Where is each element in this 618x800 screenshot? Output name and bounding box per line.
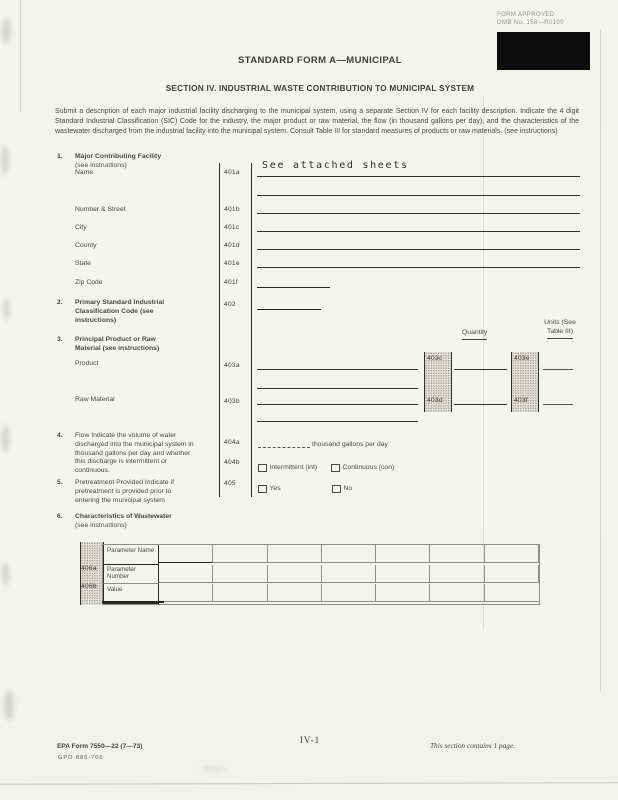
continuous-label: Continuous (con) bbox=[342, 464, 395, 472]
parameter-name-cell[interactable] bbox=[268, 545, 322, 563]
wastewater-table bbox=[102, 544, 540, 605]
item4-number: 4. bbox=[57, 432, 63, 439]
field-code-403b: 403b bbox=[224, 398, 240, 405]
raw-material-unit-line[interactable] bbox=[543, 404, 573, 405]
value-cell[interactable] bbox=[376, 584, 430, 602]
table-code-406b: 406b bbox=[81, 583, 97, 590]
parameter-number-cell[interactable] bbox=[213, 565, 267, 583]
value-cell[interactable] bbox=[322, 584, 376, 602]
table-code-406a: 406a bbox=[81, 565, 97, 572]
gpo-number: GPO 885-706 bbox=[58, 755, 104, 761]
item6-subtitle: (see instructions) bbox=[75, 522, 127, 529]
product-line-1[interactable] bbox=[257, 369, 418, 370]
intermittent-checkbox[interactable] bbox=[258, 464, 267, 473]
parameter-name-cell[interactable] bbox=[213, 545, 267, 563]
intermittent-label: Intermittent (int) bbox=[269, 464, 318, 472]
scan-edge-line-right bbox=[600, 30, 601, 692]
yes-checkbox[interactable] bbox=[258, 485, 267, 494]
item5-number: 5. bbox=[57, 479, 63, 486]
parameter-name-cell[interactable] bbox=[322, 545, 376, 563]
instructions-paragraph: Submit a description of each major industrial facility discharging to the municipal system, using a separate Section IV for each facility description. Indicate the 4 digit Standard Industrial Classification (SIC) Code for the industry, the major product or raw material, the flow (in thousand gallons per day), and the characteristics of the wastewater discharged from the industrial facility into the municipal system. Consult Table III for standard measures of products or raw materials. (see instructions) bbox=[55, 108, 579, 135]
form-approval-stamp bbox=[497, 11, 607, 27]
field-line-name-2[interactable] bbox=[257, 195, 580, 196]
item2-number: 2. bbox=[57, 299, 63, 306]
field-code-401a: 401a bbox=[224, 169, 240, 176]
section-pages-note: This section contains 1 page. bbox=[430, 741, 515, 750]
code-column-rule-right bbox=[251, 163, 252, 497]
field-label-zip: Zip Code bbox=[75, 279, 103, 286]
scan-smudge bbox=[1, 425, 10, 453]
item2-title: Primary Standard Industrial Classification Code (see instructions) bbox=[75, 299, 165, 324]
scan-smudge bbox=[4, 690, 14, 720]
value-cell[interactable] bbox=[485, 584, 539, 602]
scan-smudge bbox=[2, 18, 11, 44]
field-code-403d: 403d bbox=[427, 397, 443, 404]
field-code-402: 402 bbox=[224, 301, 236, 308]
form-approval-line1: FORM APPROVED bbox=[497, 12, 555, 18]
field-code-401f: 401f bbox=[224, 279, 239, 286]
field-code-401c: 401c bbox=[224, 224, 240, 231]
units-header-line1: Units (See bbox=[544, 319, 576, 326]
raw-material-line-1[interactable] bbox=[257, 404, 418, 405]
form-number: EPA Form 7550—22 (7—73) bbox=[57, 743, 143, 750]
scan-smudge bbox=[2, 562, 9, 586]
form-approval-line2: OMB No. 158—R0100 bbox=[497, 20, 564, 26]
value-cell[interactable] bbox=[213, 584, 267, 602]
item4-title: Flow Indicate the volume of water discharged into the municipal system in thousand gallons per day and whether this discharge is intermittent or continuous. bbox=[75, 432, 194, 475]
parameter-number-cell[interactable] bbox=[430, 565, 484, 583]
yes-option[interactable] bbox=[258, 480, 281, 498]
field-line-name[interactable] bbox=[257, 176, 580, 177]
flow-value-line[interactable] bbox=[258, 447, 310, 448]
units-column-header bbox=[533, 319, 587, 339]
field-code-401b: 401b bbox=[224, 206, 240, 213]
field-code-403a: 403a bbox=[224, 362, 240, 369]
field-code-405: 405 bbox=[224, 480, 236, 487]
scan-smudge bbox=[3, 298, 10, 320]
parameter-number-cell[interactable] bbox=[485, 565, 539, 583]
parameter-name-cell[interactable] bbox=[485, 545, 539, 563]
table-code-strip bbox=[80, 542, 104, 605]
field-code-403c: 403c bbox=[427, 355, 443, 362]
field-code-404a: 404a bbox=[224, 439, 240, 446]
flow-unit-label: thousand gallons per day bbox=[312, 441, 388, 448]
field-line-state[interactable] bbox=[257, 267, 580, 268]
product-line-2[interactable] bbox=[257, 388, 418, 389]
product-qty-line[interactable] bbox=[454, 369, 507, 370]
no-label: No bbox=[343, 485, 353, 493]
field-code-401e: 401e bbox=[224, 260, 240, 267]
item6-title: Characteristics of Wastewater bbox=[75, 513, 172, 520]
product-unit-line[interactable] bbox=[543, 369, 573, 370]
field-code-403f: 403f bbox=[514, 397, 529, 404]
item3-title: Principal Product or Raw Material (see instructions) bbox=[75, 336, 160, 352]
parameter-number-cell[interactable] bbox=[159, 565, 213, 583]
no-checkbox[interactable] bbox=[332, 485, 341, 494]
continuous-option[interactable] bbox=[331, 459, 394, 477]
parameter-name-cell[interactable] bbox=[430, 545, 484, 563]
scan-smudge bbox=[200, 766, 226, 772]
raw-material-line-2[interactable] bbox=[257, 421, 418, 422]
field-line-street[interactable] bbox=[257, 213, 580, 214]
field-label-city: City bbox=[75, 224, 87, 231]
field-line-city[interactable] bbox=[257, 231, 580, 232]
value-cell[interactable] bbox=[268, 584, 322, 602]
field-label-product: Product bbox=[75, 360, 99, 367]
field-label-county: County bbox=[75, 242, 97, 249]
quantity-column-header: Quantity bbox=[462, 329, 487, 340]
field-line-sic[interactable] bbox=[257, 309, 321, 310]
field-line-county[interactable] bbox=[257, 249, 580, 250]
item1-subtitle: (see instructions) bbox=[75, 162, 127, 169]
item3-number: 3. bbox=[57, 336, 63, 343]
field-label-state: State bbox=[75, 260, 91, 267]
value-cell[interactable] bbox=[159, 584, 213, 602]
table-row-label-parameter-name: Parameter Name bbox=[103, 545, 159, 565]
parameter-number-cell[interactable] bbox=[322, 565, 376, 583]
units-header-line2: Table III) bbox=[547, 328, 573, 339]
no-option[interactable] bbox=[332, 480, 352, 498]
item1-number: 1. bbox=[57, 153, 63, 160]
intermittent-option[interactable] bbox=[258, 459, 317, 477]
field-label-street: Number & Street bbox=[75, 206, 126, 213]
continuous-checkbox[interactable] bbox=[331, 464, 340, 473]
value-cell[interactable] bbox=[430, 584, 484, 602]
item1-title: Major Contributing Facility bbox=[75, 153, 162, 160]
parameter-number-cell[interactable] bbox=[268, 565, 322, 583]
scan-smudge bbox=[1, 145, 9, 175]
field-code-403e: 403e bbox=[514, 355, 530, 362]
field-label-name: Name bbox=[75, 169, 94, 176]
attached-sheets-note: See attached sheets bbox=[262, 160, 409, 171]
scan-bottom-line bbox=[0, 782, 618, 785]
parameter-name-cell[interactable] bbox=[376, 545, 430, 563]
section-title: SECTION IV. INDUSTRIAL WASTE CONTRIBUTION TO MUNICIPAL SYSTEM bbox=[165, 83, 475, 93]
table-bottom-heavy-line bbox=[102, 601, 164, 603]
page-number: IV-1 bbox=[299, 735, 321, 745]
item5-title: Pretreatment Provided Indicate if pretreatment is provided prior to entering the municipal system bbox=[75, 479, 174, 504]
yes-label: Yes bbox=[269, 485, 281, 493]
scan-fold-line-left bbox=[20, 0, 21, 112]
item6-number: 6. bbox=[57, 513, 63, 520]
field-code-404b: 404b bbox=[224, 459, 240, 466]
raw-material-qty-line[interactable] bbox=[454, 404, 507, 405]
field-line-zip[interactable] bbox=[257, 287, 330, 288]
field-code-401d: 401d bbox=[224, 242, 240, 249]
page-title: STANDARD FORM A—MUNICIPAL bbox=[238, 55, 402, 66]
field-label-raw-material: Raw Material bbox=[75, 396, 115, 403]
parameter-number-cell[interactable] bbox=[376, 565, 430, 583]
code-column-rule-left bbox=[219, 163, 220, 497]
table-row-label-value: Value bbox=[103, 584, 159, 604]
parameter-name-cell[interactable] bbox=[159, 545, 213, 563]
table-row-label-parameter-number: Parameter Number bbox=[103, 565, 159, 585]
